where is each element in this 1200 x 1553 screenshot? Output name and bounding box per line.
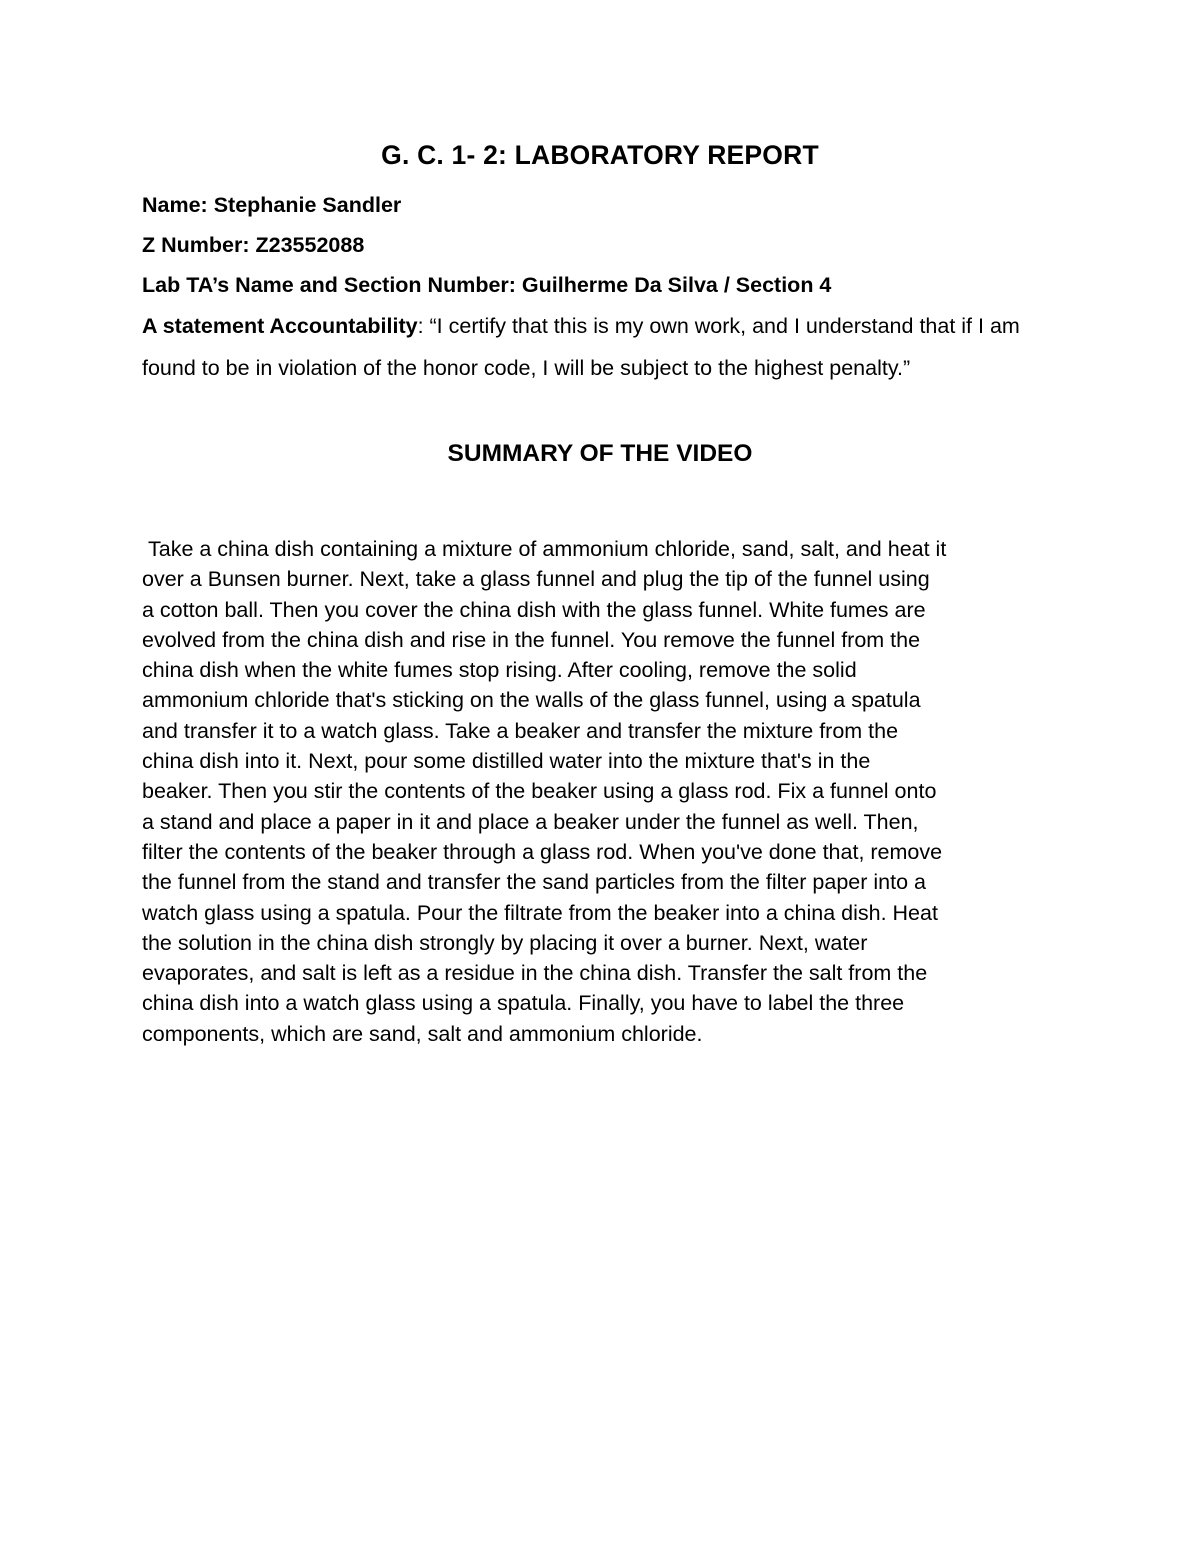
z-number-field [142,233,364,258]
accountability-text: : “I certify that this is my own work, and I understand that if I am found to be in violation of the honor code, I will be subject to the highest penalty.” [142,314,1020,380]
name-value: Stephanie Sandler [213,193,402,217]
accountability-label: A statement Accountability [142,314,418,338]
document-title: G. C. 1- 2: LABORATORY REPORT [381,140,819,170]
lab-ta-value: Guilherme Da Silva / Section 4 [521,273,832,297]
summary-paragraph: Take a china dish containing a mixture of ammonium chloride, sand, salt, and heat it over a Bunsen burner. Next, take a glass funnel and plug the tip of the funnel using a cotton ball. Then you cover the china dish with the glass funnel. White fumes are evolved from the china dish and rise in the funnel. You remove the funnel from the china dish when the white fumes stop rising. After cooling, remove the solid ammonium chloride that's sticking on the walls of the glass funnel, using a spatula and transfer it to a watch glass. Take a beaker and transfer the mixture from the china dish into it. Next, pour some distilled water into the mixture that's in the beaker. Then you stir the contents of the beaker using a glass rod. Fix a funnel onto a stand and place a paper in it and place a beaker under the funnel as well. Then, filter the contents of the beaker through a glass rod. When you've done that, remove the funnel from the stand and transfer the sand particles from the filter paper into a watch glass using a spatula. Pour the filtrate from the beaker into a china dish. Heat the solution in the china dish strongly by placing it over a burner. Next, water evaporates, and salt is left as a residue in the china dish. Transfer the salt from the china dish into a watch glass using a spatula. Finally, you have to label the three components, which are sand, salt and ammonium chloride. [142,537,947,1046]
name-field [142,193,401,218]
summary-heading: SUMMARY OF THE VIDEO [447,440,753,467]
lab-ta-field [142,273,831,298]
name-label: Name: [142,193,214,217]
z-number-value: Z23552088 [255,233,365,257]
z-number-label: Z Number: [142,233,256,257]
accountability-statement [142,305,1062,389]
lab-ta-label: Lab TA’s Name and Section Number: [142,273,522,297]
